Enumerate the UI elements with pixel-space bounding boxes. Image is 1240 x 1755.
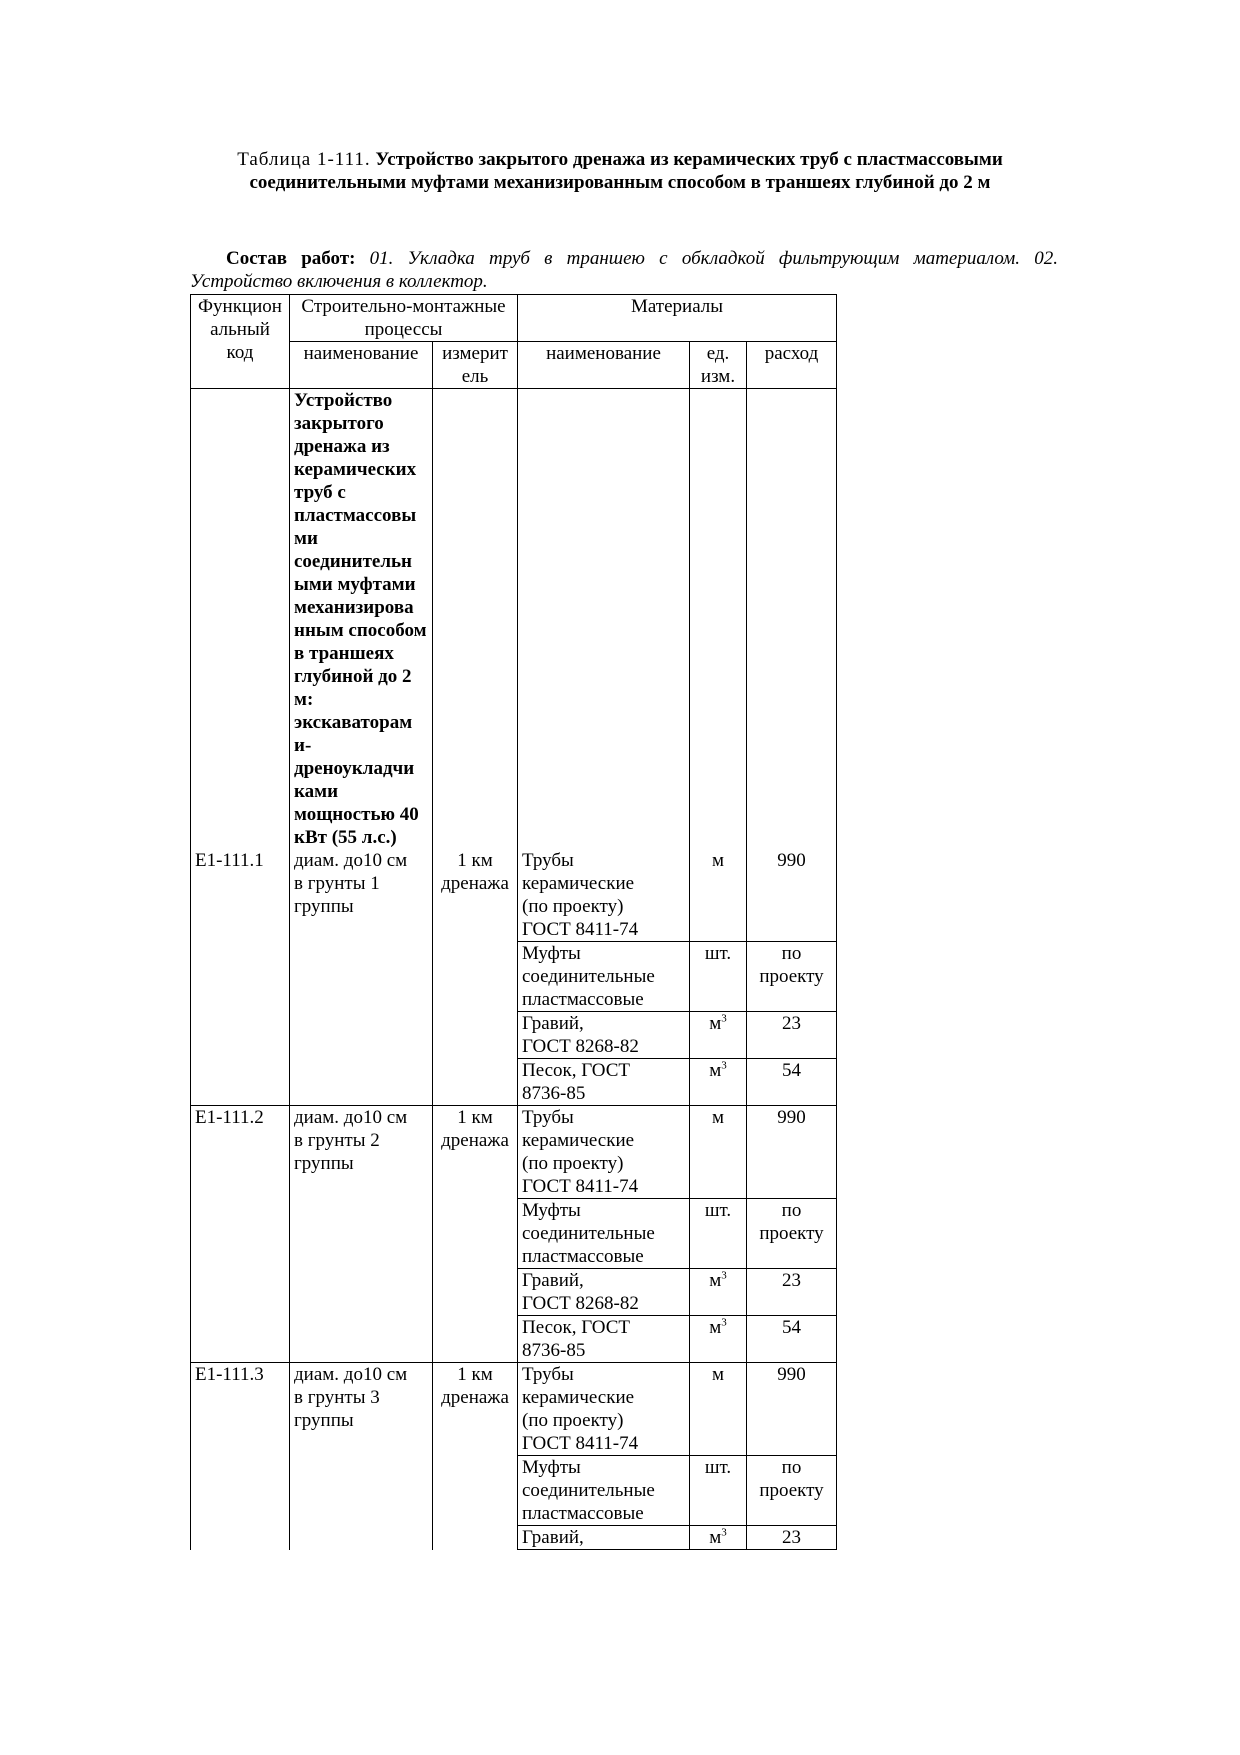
unit-superscript: 3 [721,1269,727,1282]
process-name-cell [290,1456,433,1526]
header-func-code: Функцион альный код [191,295,290,389]
work-composition [190,247,1058,293]
func-code-cell [191,1199,290,1269]
table-row [191,1269,837,1316]
table-body [191,389,837,1550]
table-caption: Устройство закрытого дренажа из керамических труб с пластмассовыми соединительными муфтами механизированным способом в траншеях глубиной до 2 м [249,149,1003,193]
meter-cell: 1 км дренажа [433,1363,518,1456]
header-consumption: расход [747,342,837,389]
meter-cell [433,942,518,1012]
material-name-cell: Трубы керамические (по проекту) ГОСТ 8411-74 [518,1363,690,1456]
func-code-cell [191,942,290,1012]
material-name-cell: Трубы керамические (по проекту) ГОСТ 8411-74 [518,1106,690,1199]
process-name-cell [290,1526,433,1550]
material-name-cell: Муфты соединительные пластмассовые [518,1199,690,1269]
material-name-cell: Песок, ГОСТ 8736-85 [518,1059,690,1106]
meter-cell [433,1199,518,1269]
group-title-row [191,389,837,850]
unit-text: м [709,1527,722,1548]
table-row [191,849,837,942]
table-row [191,1526,837,1550]
group-meter-cell [433,389,518,850]
header-mat-name: наименование [518,342,690,389]
process-name-cell [290,1316,433,1363]
unit-text: шт. [704,943,732,964]
func-code-cell [191,1269,290,1316]
unit-text: м [709,1270,722,1291]
material-name-cell: Гравий, [518,1526,690,1550]
unit-text: м [711,1107,725,1128]
material-unit-cell [690,1316,747,1363]
process-name-cell [290,1059,433,1106]
group-qty-cell [747,389,837,850]
material-unit-cell [690,1526,747,1550]
group-code-cell [191,389,290,850]
work-composition-text: 01. Укладка труб в траншею с обкладкой фильтрующим материалом. 02. Устройство включения в коллектор. [190,248,1058,292]
material-unit-cell [690,1012,747,1059]
func-code-cell: Е1-111.2 [191,1106,290,1199]
unit-text: м [709,1013,722,1034]
table-row [191,1106,837,1199]
meter-cell: 1 км дренажа [433,849,518,942]
func-code-cell [191,1526,290,1550]
meter-cell [433,1269,518,1316]
material-qty-cell: по проекту [747,942,837,1012]
material-qty-cell: 990 [747,1106,837,1199]
table-row [191,1012,837,1059]
material-qty-cell: 990 [747,849,837,942]
meter-cell: 1 км дренажа [433,1106,518,1199]
func-code-cell: Е1-111.1 [191,849,290,942]
table-row [191,1363,837,1456]
meter-cell [433,1059,518,1106]
material-qty-cell: 54 [747,1059,837,1106]
process-name-cell [290,1012,433,1059]
work-composition-label: Состав работ: [226,248,356,269]
material-name-cell: Гравий, ГОСТ 8268-82 [518,1269,690,1316]
meter-cell [433,1456,518,1526]
material-qty-cell: 990 [747,1363,837,1456]
table-row [191,1059,837,1106]
group-mat-cell [518,389,690,850]
material-qty-cell: 23 [747,1526,837,1550]
func-code-cell [191,1059,290,1106]
unit-text: м [709,1060,722,1081]
material-qty-cell: по проекту [747,1456,837,1526]
header-unit: ед. изм. [690,342,747,389]
unit-text: шт. [704,1457,732,1478]
table-number: Таблица 1-111. [237,149,371,170]
table-row [191,942,837,1012]
table-title [190,148,1050,194]
unit-text: м [711,850,725,871]
material-qty-cell: 54 [747,1316,837,1363]
material-name-cell: Муфты соединительные пластмассовые [518,1456,690,1526]
header-processes: Строительно-монтажные процессы [290,295,518,342]
material-unit-cell [690,1456,747,1526]
material-unit-cell [690,1106,747,1199]
meter-cell [433,1526,518,1550]
func-code-cell: Е1-111.3 [191,1363,290,1456]
func-code-cell [191,1012,290,1059]
table-row [191,1316,837,1363]
material-unit-cell [690,1199,747,1269]
material-name-cell: Трубы керамические (по проекту) ГОСТ 8411-74 [518,849,690,942]
material-unit-cell [690,1269,747,1316]
process-name-cell [290,1199,433,1269]
header-row-1 [191,295,837,342]
process-name-cell: диам. до10 см в грунты 1 группы [290,849,433,942]
material-name-cell: Муфты соединительные пластмассовые [518,942,690,1012]
material-name-cell: Гравий, ГОСТ 8268-82 [518,1012,690,1059]
process-name-cell [290,1269,433,1316]
material-unit-cell [690,1363,747,1456]
unit-superscript: 3 [721,1059,727,1072]
material-qty-cell: 23 [747,1269,837,1316]
material-qty-cell: по проекту [747,1199,837,1269]
unit-text: м [711,1364,725,1385]
group-title: Устройство закрытого дренажа из керамических труб с пластмассовы ми соединительн ыми муфтами механизирова нным способом в траншеях глубиной до 2 м: экскаваторам и- дреноукладчи ками мощностью 40 кВт (55 л.с.) [290,389,433,850]
header-name: наименование [290,342,433,389]
header-meter: измерит ель [433,342,518,389]
unit-superscript: 3 [721,1012,727,1025]
norms-table [190,294,837,1550]
process-name-cell: диам. до10 см в грунты 3 группы [290,1363,433,1456]
unit-superscript: 3 [721,1316,727,1329]
meter-cell [433,1316,518,1363]
material-unit-cell [690,1059,747,1106]
process-name-cell: диам. до10 см в грунты 2 группы [290,1106,433,1199]
table-row [191,1199,837,1269]
func-code-cell [191,1316,290,1363]
group-unit-cell [690,389,747,850]
process-name-cell [290,942,433,1012]
table-row [191,1456,837,1526]
material-name-cell: Песок, ГОСТ 8736-85 [518,1316,690,1363]
func-code-cell [191,1456,290,1526]
material-unit-cell [690,849,747,942]
unit-text: шт. [704,1200,732,1221]
meter-cell [433,1012,518,1059]
material-unit-cell [690,942,747,1012]
material-qty-cell: 23 [747,1012,837,1059]
header-materials: Материалы [518,295,837,342]
unit-text: м [709,1317,722,1338]
unit-superscript: 3 [721,1526,727,1539]
